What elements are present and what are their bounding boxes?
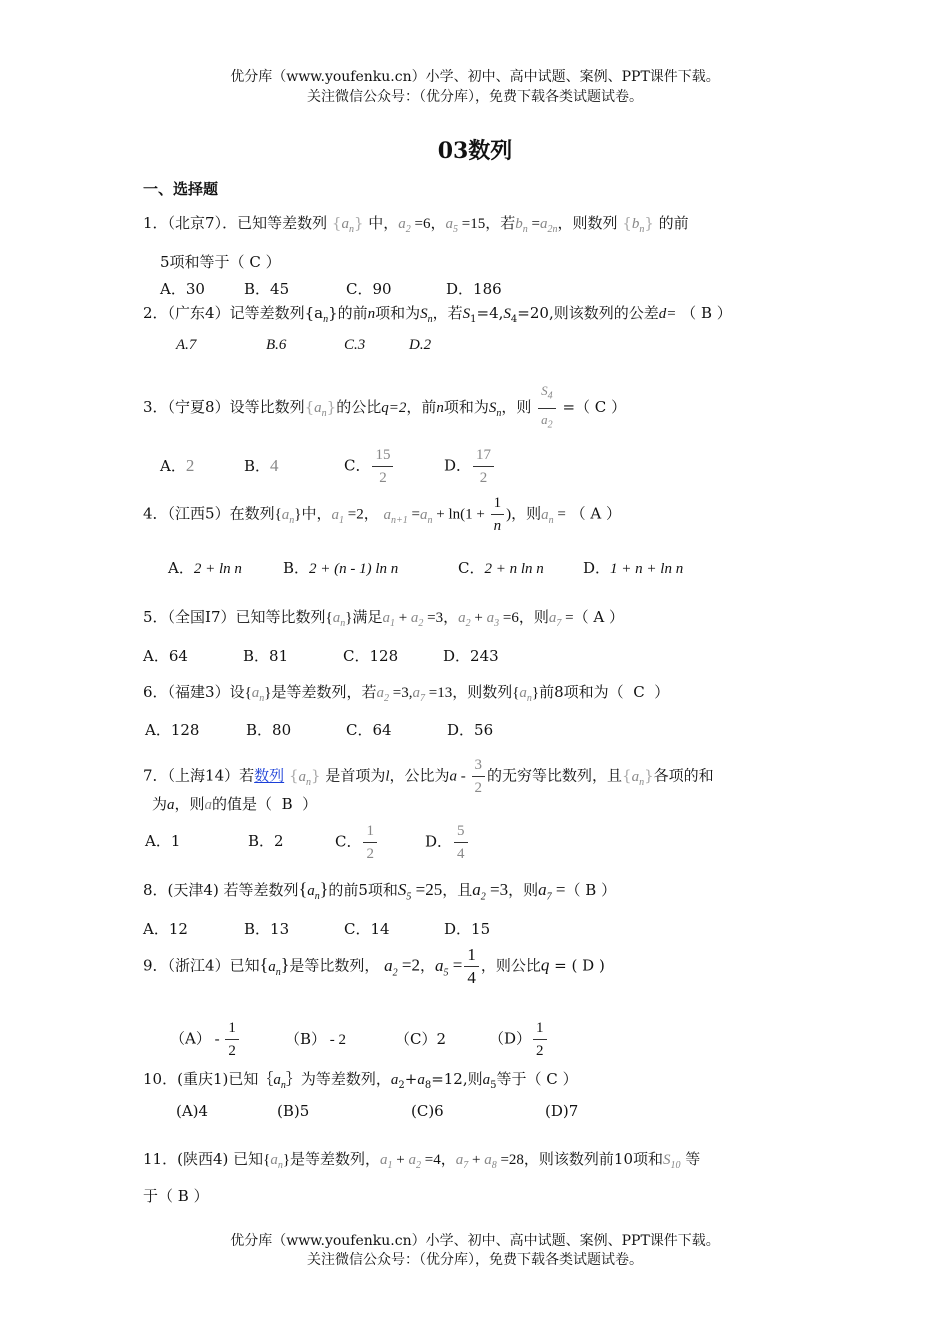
answer-7: B xyxy=(281,795,293,813)
footer-line-1: 优分库（www.youfenku.cn）小学、初中、高中试题、案例、PPT课件下载。 xyxy=(230,1233,720,1249)
question-11: 11．(陕西4) 已知$\{a_n\}$是等差数列，$a_1 + a_2 =4$，$a_7 + a_8 =28$，则该数列前10项和$S_{10}$ 等 xyxy=(143,1150,701,1171)
options-1: A．30 B．45 C．90 D．186 xyxy=(160,280,502,298)
question-9: 9．（浙江4）已知$\{a_n\}$是等比数列， $a_2 =2$，$a_5$ = $\frac{1}{4}$ ，则公比q = ( D ) xyxy=(143,945,605,987)
answer-9: D xyxy=(582,956,595,975)
question-2: 2．（广东4）记等差数列$\{a_n\}$的前n项和为$S_n$，若$S_1=4,S_4=20$,则该数列的公差d= （ B ） xyxy=(143,304,732,325)
footer-line-2: 关注微信公众号：（优分库），免费下载各类试题试卷。 xyxy=(307,1252,643,1268)
page-title: 03数列 xyxy=(437,138,513,164)
question-5: 5．（全国Ⅰ7）已知等比数列$\{a_n\}$满足$a_1 + a_2 =3$，$a_2 + a_3 =6$，则$a_7$ =（ A ） xyxy=(143,608,624,629)
header-line-2: 关注微信公众号：（优分库），免费下载各类试题试卷。 xyxy=(307,89,643,105)
answer-1: C xyxy=(249,253,261,271)
answer-8: B xyxy=(585,881,597,899)
options-8: A．12 B．13 C．14 D．15 xyxy=(143,920,491,938)
answer-3: C xyxy=(594,398,607,417)
question-1: 1．（北京7）．已知等差数列 $\{a_n\}$ 中，$a_2 =6$，$a_5 =15$，若$b_n =a_{2n}$，则数列 $\{b_n\}$ 的前 xyxy=(143,214,689,235)
section-heading: 一、选择题 xyxy=(143,180,219,198)
options-2: A.7 B.6 C.3 D.2 xyxy=(176,337,432,353)
question-7: 7．（上海14）若数列 $\{a_n\}$ 是首项为l，公比为a - $\frac{3}{2}$ 的无穷等比数列，且$\{a_n\}$各项的和 xyxy=(143,754,714,799)
answer-5: A xyxy=(593,608,605,626)
options-7: A．1 B．2 C． $\frac{1}{2}$ D． $\frac{5}{4}$ xyxy=(145,818,470,865)
options-5: A．64 B．81 C．128 D．243 xyxy=(143,647,499,665)
question-3: 3．（宁夏8）设等比数列$\{a_n\}$的公比q=2，前n项和为$S_n$，则 $\frac{S_4}{a_2}$ =（ C ） xyxy=(143,380,626,436)
answer-11: B xyxy=(177,1187,189,1205)
question-8: 8．(天津4) 若等差数列$\{a_n\}$的前5项和$S_5 =25$，且$a_2 =3$，则$a_7$ =（ B ） xyxy=(143,879,617,903)
answer-2: B xyxy=(700,304,712,322)
question-7-cont: 为a，则a的值是（ B ） xyxy=(152,795,318,813)
question-11-cont: 于（ B ） xyxy=(143,1187,209,1205)
sequence-link[interactable]: 数列 xyxy=(254,766,285,785)
question-10: 10．(重庆1)已知$\{a_n\}$为等差数列，$a_2+a_8=12$,则$a_5$等于（ C ） xyxy=(143,1070,578,1091)
header-line-1: 优分库（www.youfenku.cn）小学、初中、高中试题、案例、PPT课件下载。 xyxy=(230,69,720,85)
answer-4: A xyxy=(590,504,602,523)
options-4: A．2 + ln n B．2 + (n - 1) ln n C．2 + n ln n D．1 + n + ln n xyxy=(168,559,684,577)
question-4: 4．（江西5）在数列$\{a_n\}$中，$a_1 =2$， $a_{n+1} =a_n + \ln(1$ + $\frac{1}{n}$ )，则$a_n$ = （ A ） xyxy=(143,492,621,537)
options-10: (A)4 (B)5 (C)6 (D)7 xyxy=(176,1102,579,1120)
question-6: 6．（福建3）设$\{a_n\}$是等差数列，若$a_2 =3,a_7 =13$，则数列$\{a_n\}$前8项和为（ C ） xyxy=(143,683,670,704)
question-1-cont: 5项和等于（ C ） xyxy=(160,253,281,271)
options-6: A．128 B．80 C．64 D．56 xyxy=(145,721,494,739)
answer-6: C xyxy=(633,683,645,701)
options-3: A．2 B．4 C． $\frac{15}{2}$ D． $\frac{17}{2}$ xyxy=(160,444,496,489)
options-9: （A） - $\frac{1}{2}$ （B） - 2 （C）2 （D） $\frac{1}{2}$ xyxy=(170,1017,549,1062)
answer-10: C xyxy=(546,1070,558,1088)
